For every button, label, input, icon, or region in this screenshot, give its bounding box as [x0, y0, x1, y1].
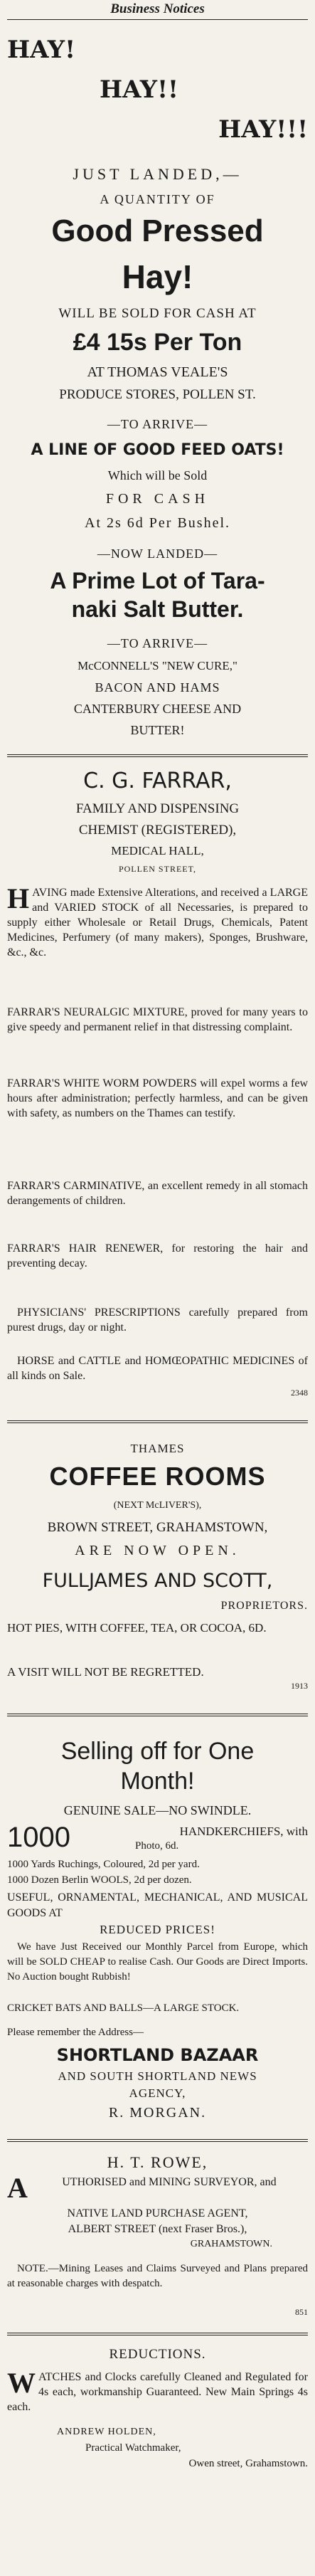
- morgan-name: R. MORGAN.: [108, 2105, 207, 2121]
- monthly-parcel: We have Just Received our Monthly Parcel from Europe, which will be SOLD CHEAP to realise Cash. Our Goods are Direct Imports. No Auction bought Rubbish!: [7, 1941, 308, 1983]
- farrar-advert: [7, 757, 308, 1483]
- per-bushel: At 2s 6d Per Bushel.: [85, 515, 230, 531]
- reduced-prices: REDUCED PRICES!: [100, 1923, 215, 1936]
- rowe-auth-text: UTHORISED and MINING SURVEYOR, and: [62, 2176, 277, 2188]
- albert-street: ALBERT STREET (next Fraser Bros.),: [68, 2223, 247, 2235]
- rowe-authorised: [7, 2172, 308, 2204]
- berlin-wools: 1000 Dozen Berlin WOOLS, 2d per dozen.: [7, 1874, 192, 1886]
- handkerchiefs-photo: Photo, 6d.: [135, 1840, 179, 1852]
- holden-address: Owen street, Grahamstown.: [188, 2458, 308, 2469]
- farrar-horse: HORSE and CATTLE and HOMŒOPATHIC MEDICINES of all kinds on Sale.: [7, 1355, 308, 1382]
- handkerchiefs: HANDKERCHIEFS, with: [179, 1825, 308, 1838]
- farrar-having-text: AVING made Extensive Alterations, and received a LARGE and VARIED STOCK of all Necessaries, is prepared to supply either Wholesale or Retail Drugs, Chemicals, Patent Medicines, Perfumery (of many makers), Sponges, Brushware, &c., &c.: [7, 887, 308, 959]
- reductions: REDUCTIONS.: [109, 2347, 206, 2362]
- feed-oats: A LINE OF GOOD FEED OATS!: [31, 441, 284, 459]
- prime-lot-2: naki Salt Butter.: [71, 596, 244, 622]
- native-land: NATIVE LAND PURCHASE AGENT,: [67, 2207, 248, 2219]
- veale-advert: [7, 20, 308, 744]
- now-landed: —NOW LANDED—: [97, 547, 218, 561]
- holden-advert: [7, 2335, 308, 2542]
- hay-3: HAY!!!: [218, 115, 308, 144]
- hay-2: HAY!!: [100, 75, 178, 104]
- farrar-name: C. G. FARRAR,: [83, 769, 232, 793]
- farrar-having: [7, 882, 308, 960]
- watches-text: ATCHES and Clocks carefully Cleaned and Regulated for 4s each, workmanship Guaranteed. New Main Springs 4s each.: [7, 2371, 308, 2413]
- selling-off-1: Selling off for One: [60, 1738, 255, 1765]
- shortland-bazaar: SHORTLAND BAZAAR: [56, 2045, 259, 2065]
- drop-cap: A: [7, 2172, 28, 2204]
- rowe-name: H. T. ROWE,: [107, 2153, 208, 2171]
- quantity-of: A QUANTITY OF: [100, 192, 215, 206]
- farrar-item-2: FARRAR'S WHITE WORM POWDERS will expel worms a few hours after administration; perfectly harmless, and can be given with safety, as numbers on the Thames can testify.: [7, 1077, 308, 1119]
- thames-label: THAMES: [130, 1442, 185, 1455]
- genuine-sale: GENUINE SALE—NO SWINDLE.: [63, 1803, 252, 1817]
- news-agency: AGENCY,: [129, 2086, 186, 2100]
- at-veale: AT THOMAS VEALE'S: [87, 364, 228, 380]
- for-cash: FOR CASH: [105, 491, 210, 507]
- good-pressed: Good Pressed: [51, 213, 264, 248]
- cricket-bats: CRICKET BATS AND BALLS—A LARGE STOCK.: [7, 2002, 240, 2014]
- ruchings: 1000 Yards Ruchings, Coloured, 2d per yard.: [7, 1859, 200, 1870]
- mcconnell: McCONNELL'S "NEW CURE,": [78, 659, 237, 672]
- proprietors: PROPRIETORS.: [220, 1600, 308, 1612]
- just-landed: JUST LANDED,—: [73, 165, 242, 183]
- are-now-open: ARE NOW OPEN.: [75, 1543, 240, 1558]
- butter: BUTTER!: [130, 723, 185, 737]
- farrar-chemist: CHEMIST (REGISTERED),: [78, 823, 237, 838]
- farrar-physicians: PHYSICIANS' PRESCRIPTIONS carefully prepared from purest drugs, day or night.: [7, 1307, 308, 1334]
- price: £4 15s Per Ton: [73, 329, 242, 356]
- sold-for-cash: WILL BE SOLD FOR CASH AT: [58, 306, 257, 321]
- next-mcliver: (NEXT McLIVER'S),: [113, 1500, 202, 1511]
- hay-big: Hay!: [122, 258, 193, 295]
- useful-goods: USEFUL, ORNAMENTAL, MECHANICAL, AND MUSICAL GOODS AT: [7, 1891, 308, 1919]
- produce-stores: PRODUCE STORES, POLLEN ST.: [59, 387, 256, 402]
- canterbury: CANTERBURY CHEESE AND: [73, 702, 242, 716]
- rowe-number: 851: [295, 2307, 308, 2317]
- farrar-item-1: FARRAR'S NEURALGIC MIXTURE, proved for many years to give speedy and permanent relief in that distressing complaint.: [7, 1006, 308, 1033]
- visit-line: A VISIT WILL NOT BE REGRETTED.: [7, 1665, 204, 1679]
- hot-pies: HOT PIES, WITH COFFEE, TEA, OR COCOA, 6D.: [7, 1621, 267, 1635]
- holden-name: ANDREW HOLDEN,: [57, 2427, 156, 2437]
- section-header: Business Notices: [7, 0, 308, 20]
- to-arrive-2: —TO ARRIVE—: [107, 636, 208, 650]
- farrar-item-4: FARRAR'S HAIR RENEWER, for restoring the hair and preventing decay.: [7, 1242, 308, 1269]
- big-number: 1000: [7, 1822, 70, 1853]
- drop-cap: H: [7, 882, 30, 914]
- drop-cap: W: [7, 2367, 36, 2399]
- selling-off-2: Month!: [120, 1768, 195, 1795]
- prime-lot-1: A Prime Lot of Tara-: [50, 568, 265, 593]
- south-shortland: AND SOUTH SHORTLAND NEWS: [58, 2069, 257, 2083]
- fulljames-scott: FULLJAMES AND SCOTT,: [42, 1570, 273, 1592]
- remember-address: Please remember the Address—: [7, 2027, 144, 2038]
- holden-trade: Practical Watchmaker,: [85, 2442, 181, 2454]
- brown-street: BROWN STREET, GRAHAMSTOWN,: [47, 1520, 268, 1535]
- coffee-rooms: COFFEE ROOMS: [49, 1462, 266, 1491]
- bacon-hams: BACON AND HAMS: [95, 680, 220, 695]
- hay-1: HAY!: [7, 36, 76, 64]
- farrar-number: 2348: [291, 1388, 308, 1398]
- fulljames-number: 1913: [291, 1681, 308, 1691]
- farrar-street: POLLEN STREET,: [118, 864, 197, 874]
- rowe-grahamstown: GRAHAMSTOWN.: [190, 2239, 272, 2249]
- rowe-note: NOTE.—Mining Leases and Claims Surveyed and Plans prepared at reasonable charges with despatch.: [7, 2263, 308, 2289]
- which-sold: Which will be Sold: [107, 468, 208, 482]
- farrar-family: FAMILY AND DISPENSING: [75, 801, 240, 816]
- farrar-item-3: FARRAR'S CARMINATIVE, an excellent remedy in all stomach derangements of children.: [7, 1180, 308, 1207]
- watches-para: [7, 2367, 308, 2414]
- coffee-rooms-advert: [7, 1423, 308, 1694]
- morgan-advert: [7, 1716, 308, 2132]
- rowe-advert: [7, 2142, 308, 2330]
- to-arrive-1: —TO ARRIVE—: [107, 417, 208, 431]
- farrar-hall: MEDICAL HALL,: [111, 844, 204, 857]
